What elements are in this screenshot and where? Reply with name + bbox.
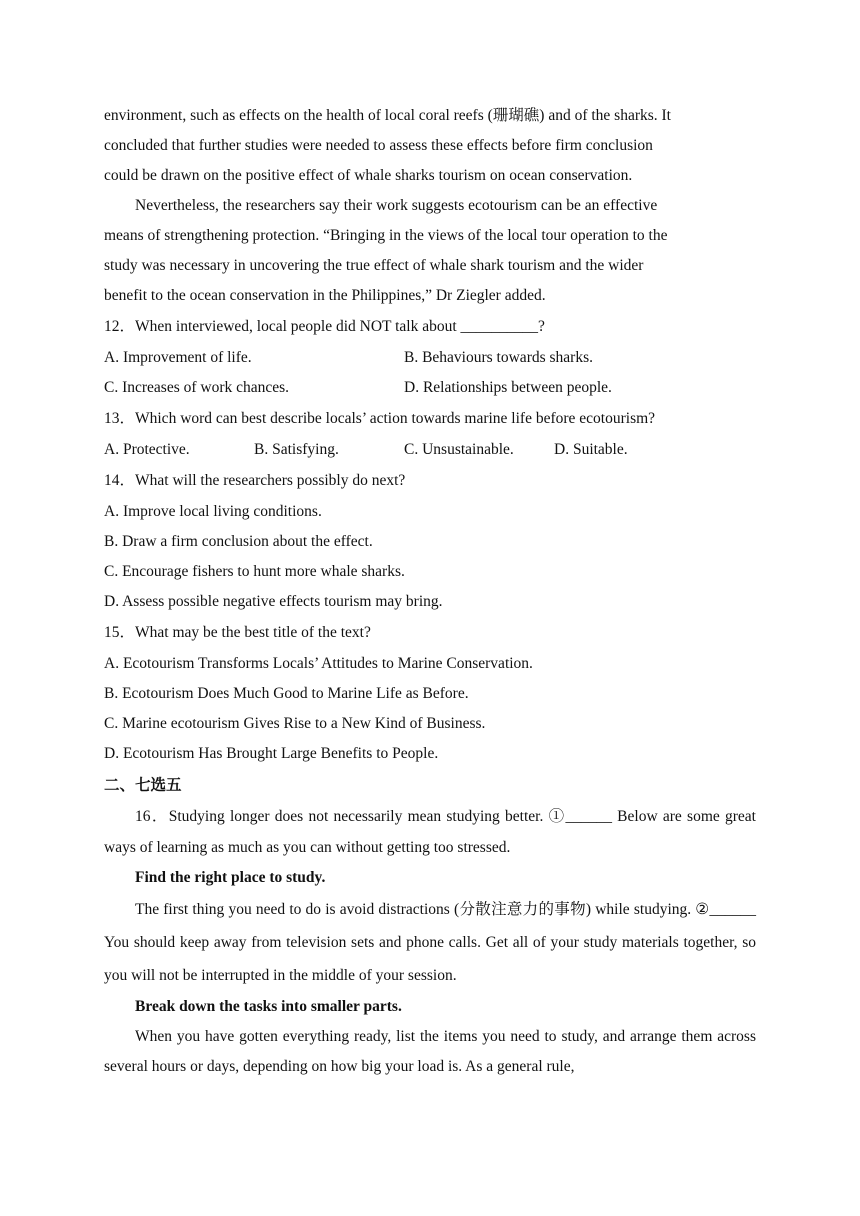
option-d[interactable]: D. Suitable. [554, 441, 628, 458]
text-line: concluded that further studies were needed to assess these effects before firm conclusion [104, 137, 653, 154]
option-a[interactable]: A. Protective. [104, 441, 190, 458]
option-b[interactable]: B. Behaviours towards sharks. [404, 349, 593, 366]
section-heading: 二、七选五 [104, 776, 182, 794]
text-line: benefit to the ocean conservation in the Philippines,” Dr Ziegler added. [104, 287, 546, 304]
question-stem: 12．When interviewed, local people did NOT talk about __________? [104, 318, 545, 335]
option-a[interactable]: A. Ecotourism Transforms Locals’ Attitudes to Marine Conservation. [104, 655, 533, 672]
option-c[interactable]: C. Encourage fishers to hunt more whale sharks. [104, 563, 405, 580]
question-stem: 13．Which word can best describe locals’ action towards marine life before ecotourism? [104, 410, 656, 427]
option-c[interactable]: C. Marine ecotourism Gives Rise to a New Kind of Business. [104, 715, 486, 732]
option-d[interactable]: D. Relationships between people. [404, 379, 612, 396]
passage-paragraph [104, 191, 756, 311]
option-b[interactable]: B. Satisfying. [254, 441, 339, 458]
text-line: could be drawn on the positive effect of whale sharks tourism on ocean conservation. [104, 167, 633, 184]
subheading: Break down the tasks into smaller parts. [135, 998, 402, 1015]
option-a[interactable]: A. Improve local living conditions. [104, 503, 322, 520]
text-line: environment, such as effects on the health of local coral reefs (珊瑚礁) and of the sharks. It [104, 107, 671, 124]
passage-paragraph [104, 101, 756, 191]
text-line: means of strengthening protection. “Bringing in the views of the local tour operation to the [104, 227, 668, 244]
question-stem: 14．What will the researchers possibly do next? [104, 472, 406, 489]
option-row [104, 435, 756, 465]
option-d[interactable]: D. Assess possible negative effects tourism may bring. [104, 593, 443, 610]
text-line: study was necessary in uncovering the true effect of whale shark tourism and the wider [104, 257, 644, 274]
body-paragraph: When you have gotten everything ready, list the items you need to study, and arrange them across several hours or days, depending on how big your load is. As a general rule, [104, 1028, 756, 1075]
option-row [104, 343, 756, 373]
intro-paragraph: 16．Studying longer does not necessarily mean studying better. ①______ Below are some great ways of learning as much as you can without getting too stressed. [104, 808, 756, 856]
text-line: Nevertheless, the researchers say their work suggests ecotourism can be an effective [135, 197, 658, 214]
option-a[interactable]: A. Improvement of life. [104, 349, 252, 366]
question-15 [104, 617, 756, 769]
question-13 [104, 403, 756, 465]
subheading: Find the right place to study. [135, 869, 326, 886]
body-paragraph: The first thing you need to do is avoid distractions (分散注意力的事物) while studying. ②______ You should keep away from television sets and phone calls. Get all of your study materials together, so you will not be interrupted in the middle of your session. [104, 901, 756, 984]
option-b[interactable]: B. Ecotourism Does Much Good to Marine Life as Before. [104, 685, 469, 702]
question-14 [104, 465, 756, 617]
question-stem: 15．What may be the best title of the text? [104, 624, 371, 641]
option-d[interactable]: D. Ecotourism Has Brought Large Benefits to People. [104, 745, 439, 762]
option-row [104, 373, 756, 403]
option-c[interactable]: C. Unsustainable. [404, 441, 514, 458]
option-c[interactable]: C. Increases of work chances. [104, 379, 290, 396]
option-b[interactable]: B. Draw a firm conclusion about the effect. [104, 533, 373, 550]
document-page [104, 101, 756, 1082]
question-12 [104, 311, 756, 403]
